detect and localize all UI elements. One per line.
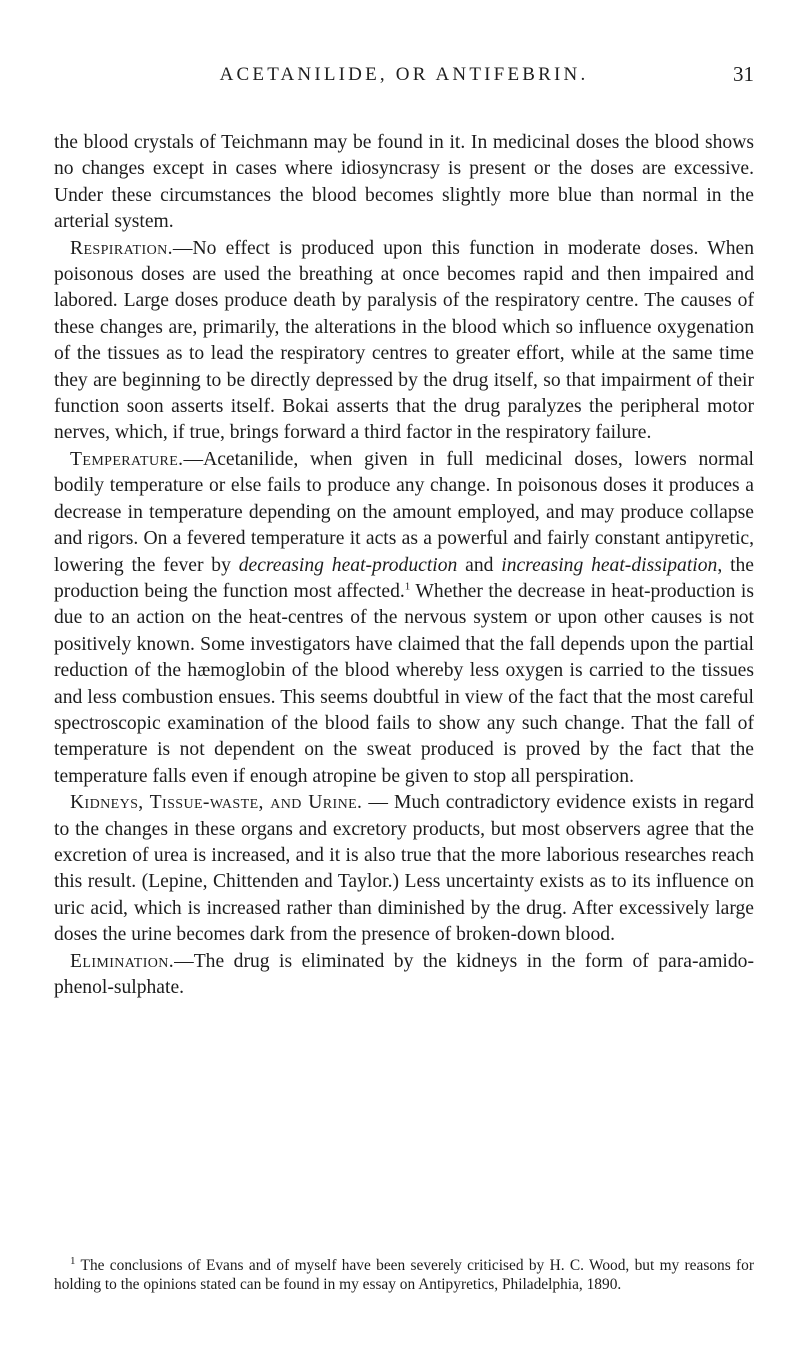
footnote-number: 1: [70, 1254, 76, 1267]
paragraph-blood: the blood crystals of Teichmann may be found in it. In medicinal doses the blood shows no changes except in cases where idiosyncrasy is present or the doses are excessive. Under these circumstances the blood becomes slightly more blue than normal in the arterial system.: [54, 132, 754, 233]
temperature-italic-1: decreasing heat-production: [238, 554, 458, 576]
kidneys-text: — Much contradictory evidence exists in regard to the changes in these organs and excretory products, but most observers agree that the excretion of urea is increased, and it is also true that the more laborious researches reach this result. (Lepine, Chittenden and Taylor.) Less uncertainty exists as to its influence on uric acid, which is increased rather than diminished by the drug. After excessively large doses the urine becomes dark from the presence of broken-down blood.: [54, 792, 754, 946]
section-heading-kidneys: Kidneys, Tissue-waste, and Urine.: [70, 792, 363, 814]
temperature-text-b: and: [457, 554, 502, 576]
page-header: [54, 64, 754, 94]
footnote-paragraph: [54, 1256, 754, 1294]
footnote-text: The conclusions of Evans and of myself have been severely criticised by H. C. Wood, but my reasons for holding to the opinions stated can be found in my essay on Antipyretics, Philadelphia, 1890.: [54, 1257, 754, 1293]
paragraph-temperature: [54, 447, 754, 790]
temperature-italic-2: increasing heat-dissipation: [501, 554, 718, 576]
body-text: [54, 130, 754, 1001]
section-heading-elimination: Elimination.: [70, 950, 175, 972]
temperature-text-c: , the production being the function most affected.: [54, 554, 755, 602]
elimination-text: —The drug is eliminated by the kidneys in the form of para-amido-phenol-sulphate.: [54, 950, 754, 998]
page-number: 31: [733, 62, 754, 86]
temperature-text-a: —Acetanilide, when given in full medicinal doses, lowers normal bodily temperature or else fails to produce any change. In poisonous doses it produces a decrease in temperature depending on the amount employed, and may produce collapse and rigors. On a fevered temperature it acts as a powerful and fairly constant antipyretic, lowering the fever by: [54, 448, 754, 576]
footnote: [54, 1256, 754, 1294]
footnote-reference: 1: [404, 580, 411, 593]
section-heading-respiration: Respiration.: [70, 237, 173, 259]
temperature-text-d: Whether the decrease in heat-production is due to an action on the heat-centres of the nervous system or upon other causes is not positively known. Some investigators have claimed that the fall depends upon the partial reduction of the hæmoglobin of the blood whereby less oxygen is carried to the tissues and less combustion ensues. This seems doubtful in view of the fact that the most careful spectroscopic examination of the blood fails to show any such change. That the fall of temperature is not dependent on the sweat produced is proved by the fact that the temperature falls even if enough atropine be given to stop all perspiration.: [54, 580, 754, 787]
section-heading-temperature: Temperature.: [70, 448, 184, 470]
paragraph-respiration: [54, 236, 754, 447]
respiration-text: —No effect is produced upon this function in moderate doses. When poisonous doses are used the breathing at once becomes rapid and then impaired and labored. Large doses produce death by paralysis of the respiratory centre. The causes of these changes are, primarily, the alterations in the blood which so influence oxygenation of the tissues as to lead the respiratory centres to greater effort, while at the same time they are beginning to be directly depressed by the drug itself, so that impairment of their function soon asserts itself. Bokai asserts that the drug paralyzes the peripheral motor nerves, which, if true, brings forward a third factor in the respiratory failure.: [54, 237, 754, 444]
paragraph-kidneys: [54, 790, 754, 948]
running-title: ACETANILIDE, OR ANTIFEBRIN.: [219, 64, 589, 85]
paragraph-elimination: [54, 949, 754, 1002]
